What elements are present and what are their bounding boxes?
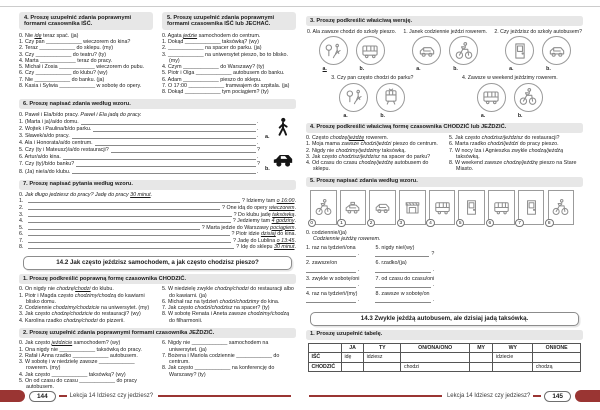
picture-key-label: a. [265,133,270,140]
exercise-item: 2. Teraz ____________ do sklepu. (my) [19,45,114,52]
picture-key-label: b. [265,165,270,172]
exercise-item [19,126,262,133]
exercise-item: 4. Od czasu do czasu chodzę/jeżdżę autobusem do sklepu. [306,160,429,173]
picture-option-label: b. [380,112,385,119]
item-number: 1. [19,198,24,205]
car-icon [547,41,567,61]
exercise-item [375,245,434,257]
picture-circle [376,83,405,112]
exercise-7-items [19,192,296,251]
bike-icon [314,198,333,217]
car-icon [417,41,437,61]
table-cell [364,362,401,372]
write-in-line [28,226,200,230]
picture-circle [477,83,506,112]
write-in-line [28,206,220,210]
table-cell: chodzi [401,362,469,372]
exercise-3-row1 [307,29,582,73]
given-answer: ? Marta jedzie do Warszawy pociągiem. [201,224,296,231]
exercise-4r-header: 4. Proszę podkreślić właściwą formę czasownika CHODZIĆ lub JEŹDZIĆ. [306,123,583,133]
picture-number-badge: 7 [515,219,524,228]
exercise-5r-example [306,230,583,243]
exercise-item-text: 6. rzadko/(ja) [375,260,407,267]
write-in-line [28,219,231,223]
line-end-punctuation: . [357,251,360,258]
section-14-3-heading: 14.3 Zwykle jeżdżą autobusem, ale dzisiaj jadą taksówką. [310,312,579,326]
exercise-5r-header: 5. Proszę napisać zdania według wzoru. [306,177,583,187]
write-in-line [28,199,240,203]
car-icon [373,198,392,217]
table-verb-label: IŚĆ [309,353,342,363]
picture-option-a [412,36,441,72]
exercise-2-col2 [162,340,296,390]
page-number-right: 145 [544,391,571,402]
exercise-6-header: 6. Proszę napisać zdania według wzoru. [19,99,296,109]
write-in-line [306,252,356,257]
exercise-2 [19,340,296,390]
picture-circle [514,83,543,112]
given-answer: ? One idą do opery wieczorem. [222,204,296,211]
item-number: 2. [19,204,24,211]
exercise-item: 6. Czy ____________ do klubu? (wy) [19,70,108,77]
footer-lesson-title-right: Lekcja 14 Idziesz czy jedziesz? [446,393,531,399]
exercise-4-header: 4. Proszę uzupełnić zdania poprawnymi formami czasownika IŚĆ. [19,12,153,30]
bike-icon [518,87,538,107]
given-answer: ? Jedziemy tam 4 godziny. [232,218,296,225]
given-answer: ? Idę do sklepu 30 minut. [236,244,296,251]
line-end-punctuation: . [257,168,259,175]
table-row [309,362,581,372]
exercise-item: 3. W sobotę i w niedzielę zawsze ____________ rowerem. (my) [19,359,135,372]
exercise-item [306,276,359,288]
exercise-item: 7. Jak często chodzi/chodzisz na spacer? (ty) [162,305,270,312]
write-in-line [63,156,256,160]
write-in-line [28,213,232,217]
exercise-item: 5. Piotr i Olga ____________ autobusem do banku. [162,70,285,77]
table-cell [493,362,533,372]
exercise-example: 0. Jak długo jedziesz do pracy? Jadę do pracy 30 minut. [19,192,153,199]
exercise-5r-col1 [306,245,359,307]
exercise-3-header: 3. Proszę podkreślić właściwą wersję. [306,16,583,26]
picture-option-label: a. [509,66,514,72]
exercise-item-text: 3. Sławek/a/do pracy. [19,133,70,140]
write-in-line [28,232,230,236]
exercise-item-text: 4. Ala i Honorata/a/do centrum. [19,140,93,147]
picture-frame [310,190,337,225]
line-end-punctuation: . [257,133,259,140]
table-header-cell: JA [342,343,364,353]
exercise-item-text: 4. raz na tydzień/(my) [306,291,358,298]
picture-option-b [449,36,478,72]
exercise-item: 5. W niedzielę zwykle chodzę/chodzi do restauracji albo do kawiarni. (ja) [162,286,294,299]
exercise-2-col1 [19,340,153,390]
picture-pair [494,29,582,73]
table-cell: idę [342,353,364,363]
write-in-line [375,298,430,303]
exercise-item: 3. Czy ____________ do teatru? (ty) [19,51,107,58]
exercise-item: 1. Dokąd ____________ taksówką? (wy) [162,39,259,46]
picture-option-label: b. [546,66,551,72]
footer-rule-right [309,395,442,397]
exercise-item: 5. On od czasu do czasu ____________ do pracy autobusem. [19,377,137,391]
shop-icon [403,198,422,217]
picture-circle [319,36,348,65]
car-icon [272,148,294,170]
exercise-item: 3. Jak często chodzę/chodzicie do restauracji? (wy) [19,311,141,318]
line-end-punctuation: . [257,118,259,125]
picture-number-badge: 3 [397,219,406,228]
exercise-4r-col1 [306,135,440,173]
exercise-item: 0. Jak często jeździcie samochodem? (wy) [19,340,121,347]
picture-option-b [514,83,543,119]
exercise-item [19,140,262,147]
line-end-punctuation: ? [257,161,260,168]
exercise-item-text: 2. Wojtek i Paulina/b/do parku. [19,126,92,132]
picture-circle [356,36,385,65]
item-number: 3. [19,211,24,218]
taxi-icon [343,198,362,217]
page-edge-block-left [0,390,25,402]
section-14-2-heading: 14.2 Jak często jeździsz samochodem, a jak często chodzisz pieszo? [23,256,292,270]
exercise-item: 8. Dokąd ____________ tym pociągiem? (ty) [162,89,269,96]
exercise-1-header: 1. Proszę podkreślić poprawną formę czasownika CHODZIĆ. [19,274,296,284]
picture-pair-caption: 2. Czy jeździsz do szkoły autobusem? [494,28,582,35]
exercise-1 [19,286,296,324]
item-number: 8. [19,244,24,251]
door-icon [462,198,481,217]
exercise-item: 1. Moja mama zawsze chodzi/jeździ pieszo do centrum. [306,141,438,148]
exercise-item: 3. Jak często chodzisz/jeździsz na spacer do parku? [306,153,431,160]
exercise-item: 2. Rafał i Anna rzadko ____________ autobusem. [19,352,138,359]
table-row [309,353,581,363]
table-cell: idziecie [493,353,533,363]
exercise-item: 2. ____________ na spacer do parku. (ja) [162,45,262,52]
picture-pair-caption: 1. Janek codziennie jeździ rowerem. [403,28,488,35]
picture-option-a [477,83,506,119]
table-header-cell: WY [493,343,533,353]
door-icon [522,198,541,217]
exercise-item: 0. On nigdy nie chodzę/chodzi do klubu. [19,286,114,293]
exercise-item: 1. Ona nigdy nie ____________ taksówką do pracy. [19,346,142,353]
picture-number-badge: 1 [337,219,346,228]
given-answer: ? Idziemy tam o 16:00. [241,198,296,205]
given-answer: ? Piotr idzie dzisiaj do kina. [231,231,296,238]
table-cell [342,362,364,372]
exercise-item [375,276,434,288]
table-header-cell: ON/ONA/ONO [401,343,469,353]
exercise-item: 8. Kasia i Sylwia ____________ w sobotę do opery. [19,82,142,89]
exercise-item [19,147,262,154]
table-cell [533,353,581,363]
exercise-item [19,244,296,251]
line-end-punctuation: ? [431,251,435,258]
exercise-item-text: 1. raz na tydzień/ona [306,245,356,252]
picture-number-badge: 2 [367,219,376,228]
picture-pair [307,29,396,73]
exercise-item: 4. Jak często ____________ taksówką? (wy) [19,371,126,378]
exercise-1-col2 [162,286,296,324]
exercise-item: 4. Karolina rzadko chodzę/chodzi do pizzerii. [19,317,125,324]
write-in-line [111,149,256,153]
table-cell: chodzą [533,362,581,372]
exercise-item: 1. Piotr i Magda często chodzimy/chodzą do kawiarni blisko domu. [19,292,145,305]
footer-dash-left [59,395,67,397]
exercise-6-items [19,112,262,176]
exercise-4r-col2 [449,135,583,173]
exercise-item [19,112,262,119]
picture-circle [449,36,478,65]
exercise-item-text: 0. Paweł i Ela/b/do pracy. Paweł i Ela jadą do pracy. [19,111,142,118]
write-in-line [375,268,430,273]
write-in-line [95,142,256,146]
table-cell [469,353,493,363]
item-number: 4. [19,218,24,225]
picture-option-label: a. [322,66,327,72]
table-header-cell: ONI/ONE [533,343,581,353]
exercise-item [306,291,359,303]
picture-key-a [265,116,294,140]
exercise-item-text: 1. (Marta i ja)/a/do domu. [19,118,79,125]
picture-option-a [505,36,534,72]
exercise-item [306,245,359,257]
picture-option-a [319,36,348,72]
table-cell: idziesz [364,353,401,363]
footer-lesson-title-left: Lekcja 14 Idziesz czy jedziesz? [69,393,154,399]
table-header-row [309,343,581,353]
exercise-6-picture-key [262,112,296,176]
example-answer: Codziennie jeżdżę rowerem. [313,235,381,242]
item-number: 6. [19,231,24,238]
footer-rule-left [158,395,291,397]
write-in-line [81,121,256,125]
exercise-5 [162,12,296,95]
exercise-5r-col2 [375,245,434,307]
table-header-cell: TY [364,343,401,353]
exercise-item-text: 2. zawsze/on [306,260,338,267]
exercise-item: 3. ____________ na uniwersytet pieszo, bo to blisko. (my) [162,51,288,64]
line-end-punctuation: . [357,297,360,304]
page-left [19,12,296,390]
exercise-item [19,119,262,126]
exercise-item-text: 8. zawsze w sobotę/on [375,291,430,298]
line-end-punctuation: ? [257,147,260,154]
write-in-line [93,128,256,132]
exercise-item: 8. W weekend zawsze chodzę/jeżdżę pieszo na Stare Miasto. [449,160,577,173]
line-end-punctuation: . [257,126,259,132]
write-in-line [72,135,256,139]
exercise-item-text: 5. Czy (ty i Mateusz)/a/do restauracji? [19,147,109,154]
table-header-cell: MY [469,343,493,353]
picture-pair [403,29,487,73]
exercise-item: 0. Agata jedzie samochodem do centrum. [162,32,261,39]
picture-pair-caption: 0. Ala zawsze chodzi do szkoły pieszo. [307,28,397,35]
picture-frame [429,190,456,225]
exercise-7-header: 7. Proszę napisać pytania według wzoru. [19,180,296,190]
exercise-item: 8. Jak często ____________ na konferencję do Warszawy? (ty) [162,365,275,378]
exercise-4r [306,135,583,173]
picture-circle [542,36,571,65]
picture-circle [412,36,441,65]
line-end-punctuation: . [432,266,435,273]
line-end-punctuation: . [357,266,360,273]
exercise-item [375,291,434,303]
footer-dash-right [533,395,541,397]
exercise-4 [19,12,153,95]
exercise-item [375,260,434,272]
item-number: 7. [19,237,24,244]
footer-left [0,390,296,402]
exercise-item [19,161,262,168]
exercise-item [19,169,262,176]
write-in-line [76,163,256,167]
bus-icon [360,41,380,61]
picture-circle [505,36,534,65]
exercise-item: 6. Marta rzadko chodzi/jeździ do pracy pieszo. [449,141,559,148]
walk-icon [272,116,294,138]
picture-option-label: a. [343,112,348,119]
picture-number-badge: 0 [308,219,317,228]
given-answer: ? Jadę do Lublina o 13:45. [232,237,296,244]
exercise-item: 4. Marta ____________ teraz do pracy. [19,57,113,64]
exercise-item: 0. Nie idę teraz spać. (ja) [19,32,79,39]
exercise-item: 2. Codziennie chodzimy/chodzicie na uniwersytet. (my) [19,305,150,312]
exercise-item-text: 5. nigdy nie/(wy) [375,245,415,252]
footer-right [304,390,600,402]
picture-pair-caption: 3. Czy pan często chodzi do parku? [331,75,414,81]
picture-option-label: b. [453,66,458,72]
exercise-6 [19,112,296,176]
bike-icon [454,41,474,61]
exercise-2-header: 2. Proszę uzupełnić zdania poprawnymi formami czasownika JEŹDZIĆ. [19,328,296,338]
picture-key-b [265,148,294,172]
picture-pair-caption: 4. Zawsze w weekend jeździmy rowerem. [462,75,558,81]
exercise-5-items [162,33,296,96]
bus-icon [481,87,501,107]
exercise-1-col1 [19,286,153,324]
write-in-line [375,283,430,288]
exercise-item: 7. Nie ____________ do banku. (ja) [19,76,105,83]
exercise-item: 0. Często chodzę/jeżdżę rowerem. [306,135,389,141]
table-header-cell [309,343,342,353]
picture-circle [339,83,368,112]
picture-pair [331,75,413,119]
picture-option-label: a. [416,66,421,72]
picture-option-label: b. [517,112,523,119]
picture-option-a [339,83,368,119]
exercise-item [19,154,262,161]
bus-icon [492,198,511,217]
write-in-line [306,268,356,273]
exercise-item: 6. Nigdy nie ____________ samochodem na uniwersytet. (ja) [162,340,269,353]
exercise-item-text: 8. (Ja) nie/a/do klubu. [19,168,71,175]
page-edge-block-right [575,390,600,402]
picture-frame [488,190,515,225]
picture-frame [548,190,575,225]
exercise-item-text: 3. zwykle w sobotę/oni [306,275,360,282]
picture-frame [399,190,426,225]
tram-icon [381,87,401,107]
exercise-4-items [19,33,153,89]
write-in-line [28,239,231,243]
exercise-item: 4. Czym ____________ do Warszawy? (ty) [162,64,265,71]
picture-frame [340,190,367,225]
line-end-punctuation: . [357,282,360,289]
table-cell [469,362,493,372]
example-prompt: 0. codziennie/(ja) [306,229,347,236]
bus-icon [433,198,452,217]
park-icon [323,41,343,61]
exercise-5-header: 5. Proszę uzupełnić zdania poprawnymi formami czasownika IŚĆ lub JECHAĆ. [162,12,296,30]
write-in-line [306,298,356,303]
line-end-punctuation: . [432,282,435,289]
write-in-line [306,283,356,288]
exercise-item: 8. W sobotę Renata i Aneta zawsze chodzimy/chodzą do filharmonii. [162,311,290,324]
picture-frame [518,190,545,225]
line-end-punctuation: . [432,297,435,304]
exercise-item: 2. Nigdy nie chodzimy/jeździmy taksówką. [306,147,406,154]
exercise-5r-picture-strip [310,190,583,225]
given-answer: ? Do klubu jadę taksówką. [233,211,296,218]
exercise-5r-items [306,245,583,307]
picture-frame [369,190,396,225]
exercise-item: 6. Adam ____________ pieszo do sklepu. [162,76,262,83]
write-in-line [375,252,429,257]
picture-number-badge: 8 [545,219,554,228]
exercise-3-row2 [307,75,582,119]
exercise-item [19,133,262,140]
exercise-item: 5. Michał i Zosia ____________ wieczorem do pubu. [19,64,145,71]
picture-number-badge: 5 [456,219,465,228]
exercise-item: 7. Bożena i Mariola codziennie ____________ do centrum. [162,352,280,366]
page-number-left: 144 [29,391,56,402]
page-right [306,12,583,390]
exercises-4-5-row [19,12,296,95]
picture-number-badge: 4 [426,219,435,228]
picture-option-b [356,36,385,72]
write-in-line [28,245,234,249]
exercise-item: 1. Czy pan ____________ wieczorem do kina? [19,39,131,46]
exercise-item: 7. W nocy Iza i Agnieszka zwykle chodzą/jeżdżą taksówką. [449,147,564,160]
exercise-item: 5. Jak często chodzisz/jeździsz do restauracji? [449,135,560,141]
door-icon [510,41,530,61]
line-end-punctuation: . [257,140,259,147]
picture-option-b [376,83,405,119]
park-icon [344,87,364,107]
bike-icon [551,198,570,217]
exercise-item-text: 6. Artur/a/do kina. [19,154,61,161]
exercise-item [306,260,359,272]
item-number: 5. [19,224,24,231]
exercise-item: 6. Michał raz na tydzień chodzi/chodzimy do kina. [162,298,280,305]
picture-option-label: b. [359,66,365,72]
write-in-line [72,170,256,174]
picture-option-label: a. [480,112,486,119]
exercise-item-text: 7. od czasu do czasu/oni [375,275,435,282]
picture-frame [458,190,485,225]
page-top-rule [0,6,600,7]
conjugation-table [308,343,581,373]
exercise-item: 7. O 17:00 ____________ tramwajem do szpitala. (ja) [162,82,290,89]
picture-number-badge: 6 [486,219,495,228]
picture-pair [462,75,558,119]
table-verb-label: CHODZIĆ [309,362,342,372]
line-end-punctuation: . [257,154,259,161]
exercise-item-text: 7. Czy (ty)/b/do banku? [19,161,75,168]
picture-option-b [542,36,571,72]
table-exercise-header: 1. Proszę uzupełnić tabelę. [306,330,583,340]
table-cell [401,353,469,363]
